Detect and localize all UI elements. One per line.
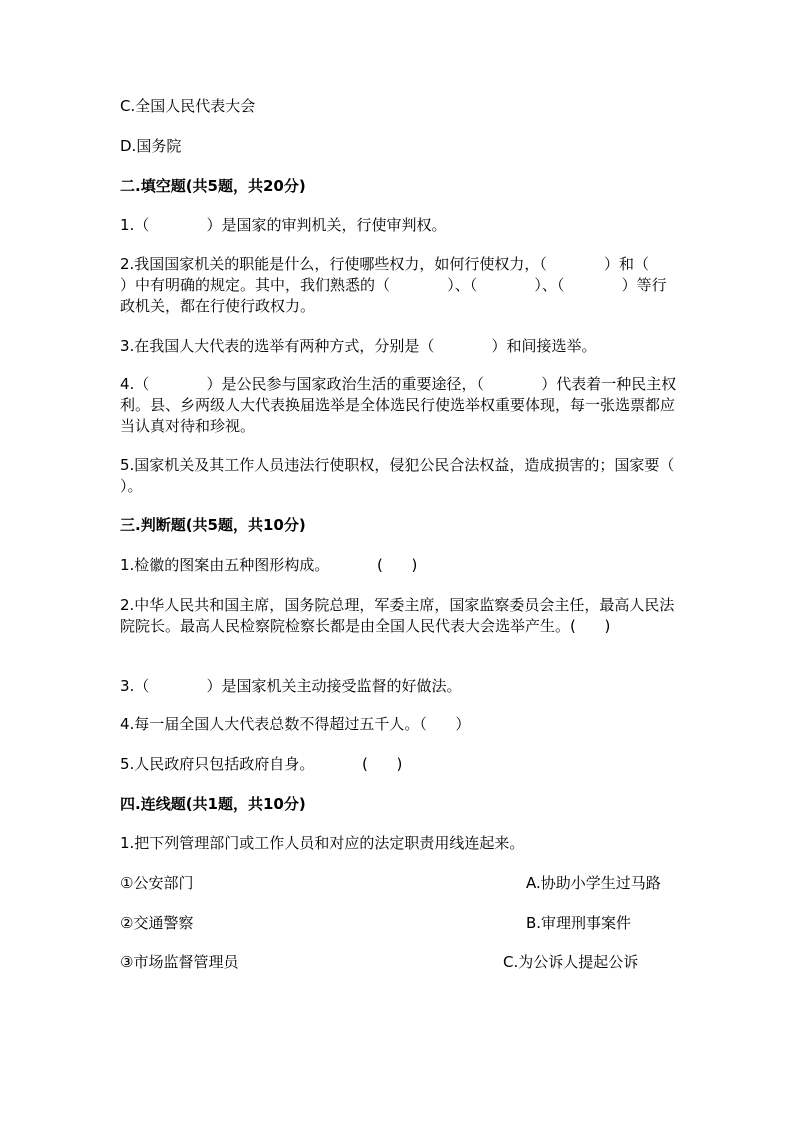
choice-option-c: C.全国人民代表大会 xyxy=(120,97,256,115)
matching-question-1: 1.把下列管理部门或工作人员和对应的法定职责用线连起来。 xyxy=(120,834,525,852)
section-heading-matching: 四.连线题(共1题，共10分) xyxy=(120,795,306,813)
section-heading-fill-blank: 二.填空题(共5题，共20分) xyxy=(120,177,306,195)
judgement-question-4: 4.每一届全国人大代表总数不得超过五千人。（ ） xyxy=(120,715,471,733)
judgement-question-2: 2.中华人民共和国主席，国务院总理，军委主席，国家监察委员会主任，最高人民法院院长。最高人民检察院检察长都是由全国人民代表大会选举产生。( ) xyxy=(120,596,675,635)
matching-left-item: ③市场监督管理员 xyxy=(120,953,239,971)
section-heading-judgement: 三.判断题(共5题，共10分) xyxy=(120,516,306,534)
fill-question-5: 5.国家机关及其工作人员违法行使职权，侵犯公民合法权益，造成损害的；国家要（ ）。 xyxy=(120,456,789,495)
matching-row xyxy=(120,951,680,973)
choice-option-d: D.国务院 xyxy=(120,137,182,155)
matching-left-item: ①公安部门 xyxy=(120,874,194,892)
judgement-question-3: 3.（ ）是国家机关主动接受监督的好做法。 xyxy=(120,677,462,695)
fill-question-2: 2.我国国家机关的职能是什么，行使哪些权力，如何行使权力，（ ）和（ ）中有明确的规定。其中，我们熟悉的（ ）、（ ）、（ ）等行政机关，都在行使行政权力。 xyxy=(120,255,707,315)
matching-right-item: A.协助小学生过马路 xyxy=(526,874,661,892)
matching-row xyxy=(120,872,680,894)
fill-question-3: 3.在我国人大代表的选举有两种方式，分别是（ ）和间接选举。 xyxy=(120,337,597,355)
matching-row xyxy=(120,912,680,934)
judgement-question-1: 1.检徽的图案由五种图形构成。 ( ) xyxy=(120,556,418,574)
fill-question-1: 1.（ ）是国家的审判机关，行使审判权。 xyxy=(120,216,447,234)
fill-question-4: 4.（ ）是公民参与国家政治生活的重要途径，（ ）代表着一种民主权利。县、乡两级人大代表换届选举是全体选民行使选举权重要体现，每一张选票都应当认真对待和珍视。 xyxy=(120,375,677,435)
judgement-question-5: 5.人民政府只包括政府自身。 ( ) xyxy=(120,755,403,773)
matching-left-item: ②交通警察 xyxy=(120,914,194,932)
matching-right-item: B.审理刑事案件 xyxy=(526,914,632,932)
matching-right-item: C.为公诉人提起公诉 xyxy=(503,953,639,971)
